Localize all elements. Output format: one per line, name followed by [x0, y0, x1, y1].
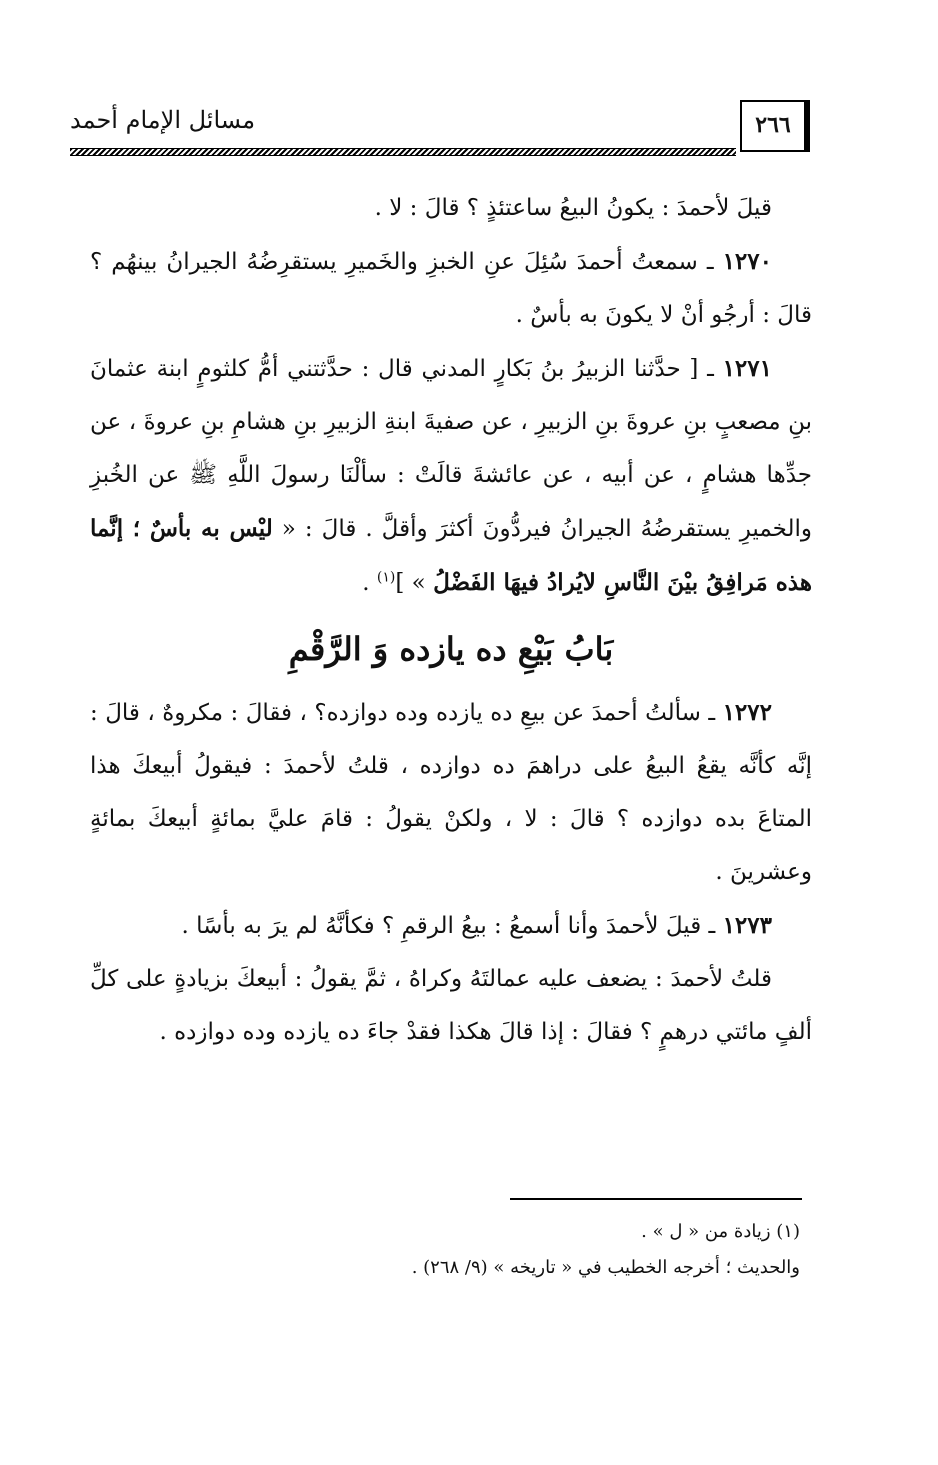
- paragraph: [90, 953, 812, 1059]
- paragraph-text: ـ [ حدَّثنا الزبيرُ بنُ بَكارٍ المدني قال : حدَّثتني أمُّ كلثومٍ ابنة عثمانَ بنِ مصعبٍ بنِ عروةَ بنِ الزبيرِ ، عن صفيةَ ابنةِ الزبيرِ بنِ هشامِ بنِ عروةَ ، عن جدِّها هشامٍ ، عن أبيه ، عن عائشةَ قالَتْ : سألْنَا رسولَ اللَّهِ ﷺ عن الخُبزِ والخميرِ يستقرضُهُ الجيرانُ فيردُّونَ أكثرَ وأقلَّ . قالَ : «: [90, 356, 812, 542]
- hadith-text: ليْس به بأسٌ ؛ إنَّما هذه مَرافِقُ بيْنَ النَّاسِ لايُرادُ فيهَا الفَضْلُ: [90, 515, 812, 596]
- paragraph: [90, 182, 812, 235]
- page-number: ٢٦٦: [740, 100, 810, 152]
- issue-number: ١٢٧١: [722, 355, 772, 382]
- paragraph-text: .: [362, 570, 377, 596]
- paragraph: [90, 235, 812, 342]
- paragraph-text: قلتُ لأحمدَ : يضعف عليه عمالتَهُ وكراهُ ، ثمَّ يقولُ : أبيعكَ بزيادةٍ على كلِّ ألفٍ مائتي درهمٍ ؟ فقالَ : إذا قالَ هكذا فقدْ جاءَ ده يازده وده دوازده .: [90, 966, 812, 1045]
- paragraph-text: قيلَ لأحمدَ : يكونُ البيعُ ساعتئذٍ ؟ قالَ : لا .: [374, 195, 772, 221]
- paragraph: [90, 899, 812, 953]
- footnote: (١) زيادة من « ل » .: [641, 1221, 800, 1242]
- running-title: مسائل الإمام أحمد: [70, 106, 256, 134]
- footnote: والحديث ؛ أخرجه الخطيب في « تاريخه » (٩/ ٢٦٨) .: [411, 1257, 800, 1278]
- paragraph: [90, 686, 812, 899]
- paragraph-text: ـ سمعتُ أحمدَ سُئِلَ عنِ الخبزِ والخَميرِ يستقرِضُهُ الجيرانُ بينهُم ؟ قالَ : أرجُو أنْ لا يكونَ به بأسٌ .: [90, 249, 812, 328]
- paragraph-text: » ]: [395, 570, 434, 596]
- paragraph-text: ـ قيلَ لأحمدَ وأنا أسمعُ : بيعُ الرقمِ ؟ فكأنَّهُ لم يرَ به بأسًا .: [181, 913, 723, 939]
- paragraph-text: ـ سألتُ أحمدَ عن بيعِ ده يازده وده دوازده؟ ، فقالَ : مكروهٌ ، قالَ : إنَّه كأنَّه يقعُ البيعُ على دراهمَ ده دوازده ، قلتُ لأحمدَ : فيقولُ أبيعكَ هذا المتاعَ بده دوازده ؟ قالَ : لا ، ولكنْ يقولُ : قامَ عليَّ بمائةٍ أبيعكَ بمائةٍ وعشرينَ .: [90, 700, 812, 885]
- body-text: [90, 182, 812, 1059]
- header-rule: [70, 148, 736, 156]
- footnote-rule: [510, 1198, 802, 1200]
- footnotes: [300, 1214, 800, 1286]
- issue-number: ١٢٧٢: [722, 699, 772, 726]
- issue-number: ١٢٧٠: [722, 248, 772, 275]
- chapter-title: بَابُ بَيْعِ ده يازده وَ الرَّقْمِ: [288, 630, 614, 668]
- page-header: [70, 100, 810, 162]
- footnote-marker: (١): [376, 569, 396, 586]
- paragraph: [90, 342, 812, 610]
- issue-number: ١٢٧٣: [722, 912, 772, 939]
